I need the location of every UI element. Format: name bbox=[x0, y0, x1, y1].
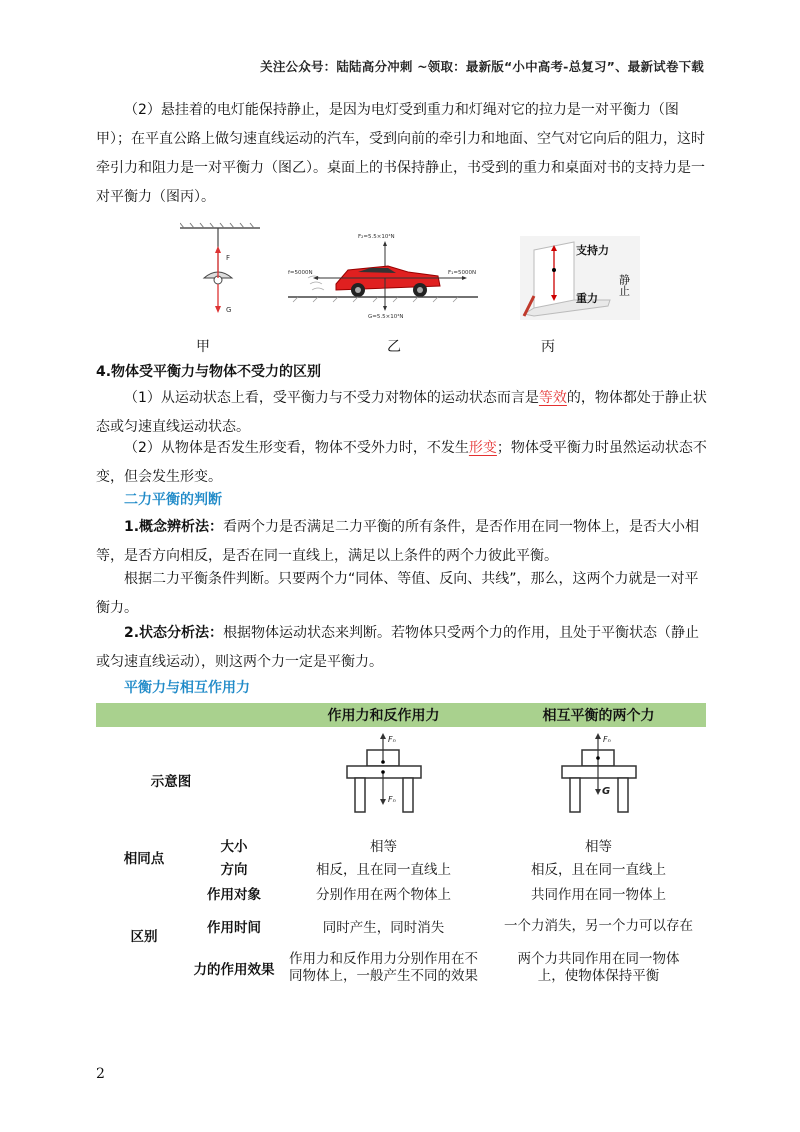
row-cell: 相等 bbox=[370, 838, 397, 855]
caption-bing: 丙 bbox=[541, 339, 555, 355]
label-still: 静止 bbox=[617, 274, 631, 296]
paragraph-balance-examples: （2）悬挂着的电灯能保持静止，是因为电灯受到重力和灯绳对它的拉力是一对平衡力（图甲）；在平直公路上做匀速直线运动的汽车，受到向前的牵引力和地面、空气对它向后的阻力，这时牵引力和阻力是一对平衡力（图乙）。桌面上的书保持静止，书受到的重力和桌面对书的支持力是一对平衡力（图丙）。 bbox=[96, 102, 705, 205]
diag2-force-bottom: G bbox=[601, 786, 610, 797]
row-cell: 一个力消失，另一个力可以存在 bbox=[504, 918, 693, 934]
diagram-row bbox=[96, 727, 706, 833]
method-2-title: 2.状态分析法： bbox=[124, 625, 224, 641]
section4-p1-b: 的，物体都处于静止状态或匀速直线运动状态。 bbox=[96, 390, 707, 435]
row-label: 力的作用效果 bbox=[193, 962, 275, 978]
section4-p2-b: ；物体受平衡力时虽然运动状态不变，但会发生形变。 bbox=[96, 440, 707, 485]
judge-method-1 bbox=[96, 513, 708, 571]
label-traction: F₁=5000N bbox=[448, 270, 477, 276]
table-row bbox=[96, 833, 706, 856]
group-diff: 区别 bbox=[130, 929, 158, 945]
row-cell: 共同作用在同一物体上 bbox=[531, 887, 666, 903]
section4-paragraph-2 bbox=[96, 434, 708, 492]
diag2-force-top: Fₙ bbox=[602, 735, 611, 744]
diagram-balanced bbox=[554, 730, 644, 826]
method-1-text: 看两个力是否满足二力平衡的所有条件，是否作用在同一物体上，是否大小相等，是否方向相反，是否在同一直线上，满足以上条件的两个力彼此平衡。 bbox=[96, 519, 700, 564]
row-cell: 相反，且在同一直线上 bbox=[531, 862, 666, 878]
group-same: 相同点 bbox=[123, 850, 165, 867]
row-label: 大小 bbox=[220, 838, 248, 855]
diagram-action-reaction bbox=[339, 730, 429, 826]
caption-jia: 甲 bbox=[196, 339, 210, 355]
emphasis-equivalent: 等效 bbox=[538, 390, 567, 406]
row-cell: 两个力共同作用在同一物体上，使物体保持平衡 bbox=[517, 951, 680, 984]
judge-method-1-extra: 根据二力平衡条件判断。只要两个力“同体、等值、反向、共线”，那么，这两个力就是一对平衡力。 bbox=[96, 571, 699, 616]
diag1-force-top: Fₙ bbox=[387, 735, 396, 744]
diag1-force-bottom: Fₙ bbox=[387, 795, 396, 804]
figure-moving-car bbox=[288, 228, 478, 320]
header-balanced-forces: 相互平衡的两个力 bbox=[491, 703, 706, 727]
page-header: 关注公众号：陆陆高分冲刺 ~领取：最新版“小中高考-总复习”、最新试卷下载 bbox=[260, 59, 704, 74]
row-label: 方向 bbox=[220, 862, 248, 878]
caption-yi: 乙 bbox=[387, 339, 401, 355]
compare-title: 平衡力与相互作用力 bbox=[124, 680, 250, 696]
diagram-label: 示意图 bbox=[150, 774, 192, 790]
emphasis-deformation: 形变 bbox=[468, 440, 497, 456]
label-gravity-force: 重力 bbox=[576, 292, 598, 305]
row-cell: 分别作用在两个物体上 bbox=[316, 887, 451, 903]
row-label: 作用时间 bbox=[207, 920, 261, 936]
label-resistance: f=5000N bbox=[288, 270, 313, 276]
row-label: 作用对象 bbox=[207, 887, 261, 903]
row-cell: 作用力和反作用力分别作用在不同物体上，一般产生不同的效果 bbox=[289, 951, 478, 984]
label-G: G bbox=[226, 306, 232, 314]
page-number: 2 bbox=[96, 1066, 105, 1082]
comparison-table bbox=[96, 703, 706, 990]
figure-book-on-table bbox=[520, 236, 640, 320]
label-F: F bbox=[226, 254, 231, 262]
label-traction-top: F₂=5.5×10⁴N bbox=[358, 234, 395, 240]
row-cell: 相等 bbox=[585, 838, 612, 855]
section4-p2-a: （2）从物体是否发生形变看，物体不受外力时，不发生 bbox=[124, 440, 469, 456]
label-gravity: G=5.5×10⁴N bbox=[368, 314, 404, 320]
judge-title: 二力平衡的判断 bbox=[124, 492, 222, 508]
section4-p1-a: （1）从运动状态上看，受平衡力与不受力对物体的运动状态而言是 bbox=[124, 390, 539, 406]
row-cell: 同时产生，同时消失 bbox=[322, 920, 445, 936]
judge-method-2 bbox=[96, 619, 708, 677]
label-support-force: 支持力 bbox=[576, 244, 609, 257]
method-2-text: 根据物体运动状态来判断。若物体只受两个力的作用，且处于平衡状态（静止或匀速直线运动），则这两个力一定是平衡力。 bbox=[96, 625, 700, 670]
header-action-reaction: 作用力和反作用力 bbox=[276, 703, 491, 727]
table-row bbox=[96, 880, 706, 906]
table-header-row bbox=[96, 703, 706, 727]
section4-title: 4.物体受平衡力与物体不受力的区别 bbox=[96, 364, 322, 380]
row-cell: 相反，且在同一直线上 bbox=[316, 862, 451, 878]
method-1-title: 1.概念辨析法： bbox=[124, 519, 224, 535]
figure-hanging-lamp bbox=[180, 222, 260, 322]
